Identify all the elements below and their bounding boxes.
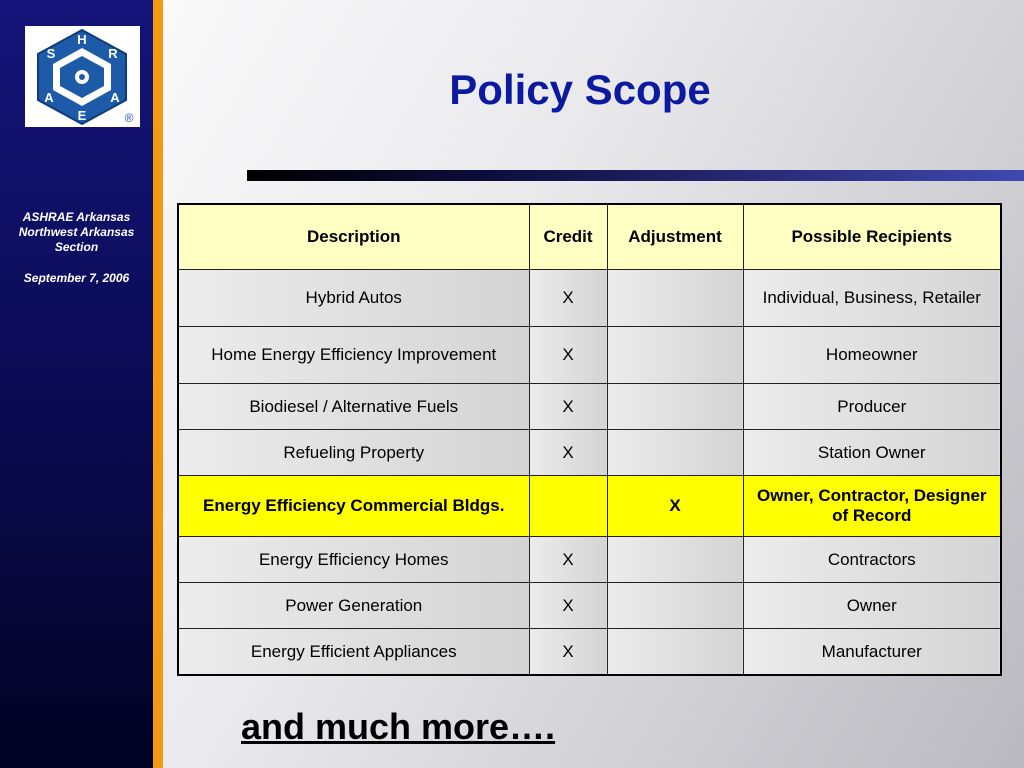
column-header: Credit <box>529 204 607 270</box>
logo-letter: H <box>77 32 87 47</box>
title-underline-bar <box>247 170 1024 181</box>
ashrae-logo-icon <box>25 26 140 127</box>
credit-cell: X <box>529 430 607 476</box>
description-cell: Hybrid Autos <box>178 270 529 327</box>
table-row <box>178 327 1001 384</box>
adjustment-cell: X <box>607 476 743 537</box>
credit-cell: X <box>529 384 607 430</box>
adjustment-cell <box>607 629 743 676</box>
logo-letter: A <box>44 90 54 105</box>
description-cell: Energy Efficiency Commercial Bldgs. <box>178 476 529 537</box>
recipients-cell: Owner, Contractor, Designer of Record <box>743 476 1001 537</box>
slide-title: Policy Scope <box>449 66 711 113</box>
adjustment-cell <box>607 537 743 583</box>
description-cell: Biodiesel / Alternative Fuels <box>178 384 529 430</box>
adjustment-cell <box>607 384 743 430</box>
credit-cell: X <box>529 629 607 676</box>
ashrae-logo <box>25 26 140 127</box>
section-line: Northwest Arkansas <box>18 225 135 239</box>
table-row <box>178 270 1001 327</box>
logo-letter: R <box>108 46 118 61</box>
recipients-cell: Owner <box>743 583 1001 629</box>
policy-scope-table <box>177 203 1002 676</box>
column-header: Adjustment <box>607 204 743 270</box>
logo-letter: S <box>46 46 56 61</box>
credit-cell: X <box>529 537 607 583</box>
description-cell: Power Generation <box>178 583 529 629</box>
description-cell: Home Energy Efficiency Improvement <box>178 327 529 384</box>
adjustment-cell <box>607 327 743 384</box>
section-line: Section <box>54 240 99 254</box>
adjustment-cell <box>607 430 743 476</box>
table-row <box>178 384 1001 430</box>
credit-cell <box>529 476 607 537</box>
description-cell: Refueling Property <box>178 430 529 476</box>
table-header-row <box>178 204 1001 270</box>
credit-cell: X <box>529 327 607 384</box>
accent-stripe <box>153 0 163 768</box>
recipients-cell: Homeowner <box>743 327 1001 384</box>
credit-cell: X <box>529 270 607 327</box>
credit-cell: X <box>529 583 607 629</box>
logo-letter: A <box>110 90 120 105</box>
adjustment-cell <box>607 583 743 629</box>
description-cell: Energy Efficient Appliances <box>178 629 529 676</box>
description-cell: Energy Efficiency Homes <box>178 537 529 583</box>
recipients-cell: Contractors <box>743 537 1001 583</box>
table-row <box>178 430 1001 476</box>
section-name <box>0 210 153 255</box>
recipients-cell: Individual, Business, Retailer <box>743 270 1001 327</box>
table-row <box>178 537 1001 583</box>
table-row <box>178 583 1001 629</box>
logo-letter: E <box>77 108 87 123</box>
table-row <box>178 629 1001 676</box>
recipients-cell: Manufacturer <box>743 629 1001 676</box>
column-header: Possible Recipients <box>743 204 1001 270</box>
registered-mark: ® <box>124 111 134 125</box>
presentation-date: September 7, 2006 <box>23 271 130 285</box>
column-header: Description <box>178 204 529 270</box>
recipients-cell: Station Owner <box>743 430 1001 476</box>
footer-note: and much more…. <box>241 706 556 747</box>
table-row-highlighted <box>178 476 1001 537</box>
sidebar <box>0 0 153 768</box>
adjustment-cell <box>607 270 743 327</box>
section-line: ASHRAE Arkansas <box>22 210 131 224</box>
recipients-cell: Producer <box>743 384 1001 430</box>
